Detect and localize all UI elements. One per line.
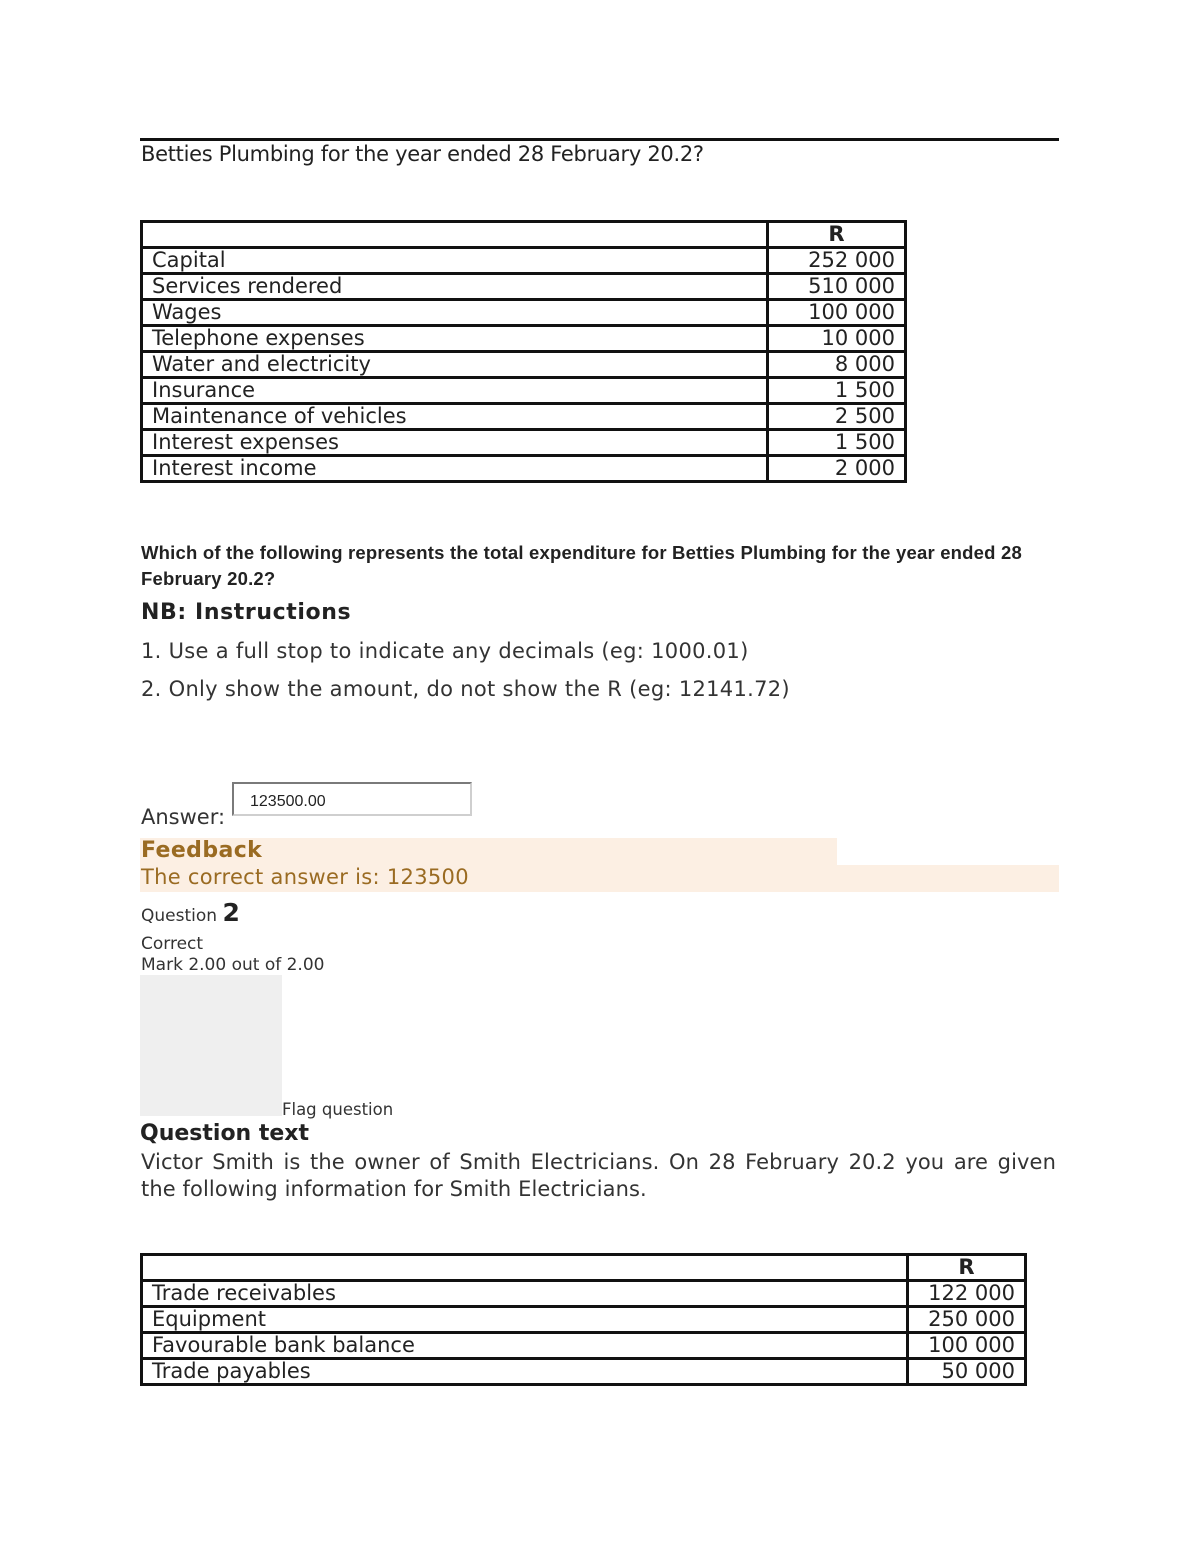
- row-label: Water and electricity: [142, 352, 768, 378]
- row-label: Equipment: [142, 1307, 908, 1333]
- table-header-row: [142, 1255, 1026, 1281]
- row-label: Maintenance of vehicles: [142, 404, 768, 430]
- table-row: [142, 1281, 1026, 1307]
- instructions-heading: NB: Instructions: [141, 600, 352, 625]
- row-label: Trade receivables: [142, 1281, 908, 1307]
- table-row: [142, 1333, 1026, 1359]
- table-row: [142, 430, 906, 456]
- row-amount: 10 000: [768, 326, 906, 352]
- table-row: [142, 300, 906, 326]
- row-amount: 100 000: [908, 1333, 1026, 1359]
- table-row: [142, 352, 906, 378]
- row-amount: 250 000: [908, 1307, 1026, 1333]
- question-state: Correct: [141, 934, 204, 954]
- table-row: [142, 1359, 1026, 1385]
- row-label: Interest expenses: [142, 430, 768, 456]
- table-row: [142, 1307, 1026, 1333]
- row-amount: 122 000: [908, 1281, 1026, 1307]
- instruction-item: 2. Only show the amount, do not show the R (eg: 12141.72): [141, 677, 790, 701]
- top-divider: [140, 138, 1059, 141]
- table-row: [142, 404, 906, 430]
- table-row: [142, 378, 906, 404]
- question-label: Question: [141, 906, 218, 926]
- question-text-heading: Question text: [140, 1121, 310, 1146]
- answer-input[interactable]: [232, 782, 472, 816]
- row-amount: 252 000: [768, 248, 906, 274]
- row-label: Capital: [142, 248, 768, 274]
- table-row: [142, 456, 906, 482]
- table-row: [142, 274, 906, 300]
- flag-question-link[interactable]: Flag question: [282, 1100, 394, 1119]
- currency-header: R: [768, 222, 906, 248]
- row-amount: 1 500: [768, 430, 906, 456]
- question-prompt: Which of the following represents the total expenditure for Betties Plumbing for the year ended 28 February 20.2?: [141, 542, 1022, 589]
- answer-label: Answer:: [141, 805, 226, 829]
- smith-electricians-table: [140, 1253, 1027, 1386]
- row-amount: 510 000: [768, 274, 906, 300]
- row-amount: 100 000: [768, 300, 906, 326]
- row-amount: 1 500: [768, 378, 906, 404]
- row-label: Insurance: [142, 378, 768, 404]
- row-amount: 50 000: [908, 1359, 1026, 1385]
- table-row: [142, 326, 906, 352]
- row-label: Services rendered: [142, 274, 768, 300]
- betties-plumbing-table: [140, 220, 907, 483]
- row-amount: 2 500: [768, 404, 906, 430]
- currency-header: R: [908, 1255, 1026, 1281]
- question-number: 2: [222, 898, 240, 927]
- row-label: Telephone expenses: [142, 326, 768, 352]
- flag-icon[interactable]: [140, 975, 282, 1116]
- row-label: Wages: [142, 300, 768, 326]
- row-label: Favourable bank balance: [142, 1333, 908, 1359]
- row-label: Interest income: [142, 456, 768, 482]
- table-header-row: [142, 222, 906, 248]
- row-label: Trade payables: [142, 1359, 908, 1385]
- question-number-line: [141, 898, 240, 927]
- question-mark: Mark 2.00 out of 2.00: [141, 955, 325, 975]
- table-row: [142, 248, 906, 274]
- question-text: Victor Smith is the owner of Smith Electricians. On 28 February 20.2 you are given the following information for Smith Electricians.: [141, 1150, 1056, 1201]
- table-header-blank: [142, 222, 768, 248]
- question-intro-text: Betties Plumbing for the year ended 28 February 20.2?: [141, 142, 704, 166]
- instruction-item: 1. Use a full stop to indicate any decimals (eg: 1000.01): [141, 639, 749, 663]
- table-header-blank: [142, 1255, 908, 1281]
- feedback-text: The correct answer is: 123500: [141, 865, 469, 889]
- row-amount: 2 000: [768, 456, 906, 482]
- row-amount: 8 000: [768, 352, 906, 378]
- feedback-heading: Feedback: [141, 838, 263, 863]
